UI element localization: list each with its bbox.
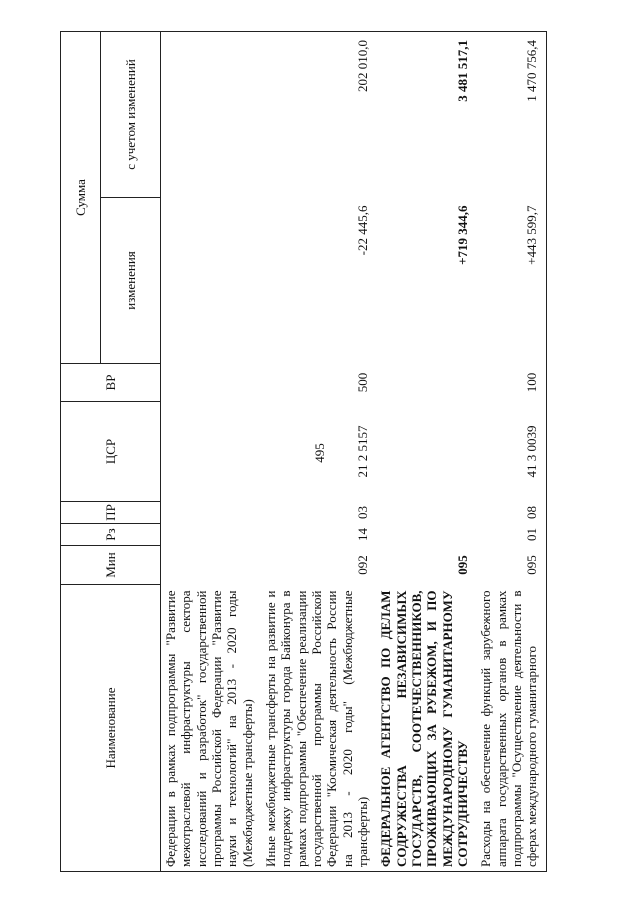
header-rz: Рз	[61, 524, 161, 546]
row-vr: 500	[354, 372, 370, 393]
budget-table	[60, 31, 547, 872]
rotated-document	[60, 32, 580, 872]
header-csr: ЦСР	[61, 402, 161, 502]
table-row	[161, 32, 261, 872]
row-name: Федерации в рамках подпрограммы "Развитие межотраслевой инфраструктуры сектора исследований и разработок" государственной программы Российской Федерации "Развитие науки и технологий" на 2013 - 2020 годы (Межбюджетные трансферты)	[161, 585, 261, 872]
row-csr: 41 3 0039	[476, 402, 546, 502]
row-pr	[161, 502, 261, 524]
table-row	[376, 32, 476, 872]
row-min: 092	[354, 555, 370, 575]
header-with-changes: с учетом изменений	[101, 32, 161, 198]
table-body	[161, 32, 547, 872]
header-vr: ВР	[61, 364, 161, 402]
row-total	[161, 32, 261, 198]
row-total: 3 481 517,1	[376, 32, 476, 198]
row-min	[161, 546, 261, 585]
row-pr	[376, 502, 476, 524]
table-header	[61, 32, 161, 872]
row-change: +443 599,7	[476, 198, 546, 364]
row-vr	[161, 364, 261, 402]
header-name: Наименование	[61, 585, 161, 872]
row-csr: 21 2 5157	[354, 425, 370, 478]
row-name: ФЕДЕРАЛЬНОЕ АГЕНТСТВО ПО ДЕЛАМ СОДРУЖЕСТВА НЕЗАВИСИМЫХ ГОСУДАРСТВ, СООТЕЧЕСТВЕННИКОВ, ПРОЖИВАЮЩИХ ЗА РУБЕЖОМ, И ПО МЕЖДУНАРОДНОМУ ГУМАНИТАРНОМУ СОТРУДНИЧЕСТВУ	[376, 585, 476, 872]
row-name: Иные межбюджетные трансферты на развитие и поддержку инфраструктуры города Байконура в рамках подпрограммы "Обеспечение реализации государственной программы Российской Федерации "Космическая деятельность России на 2013 - 2020 годы" (Межбюджетные трансферты)	[261, 585, 376, 872]
row-rz	[161, 524, 261, 546]
row-total: 202 010,0	[261, 32, 376, 198]
row-pr: 08	[476, 502, 546, 524]
row-pr: 03	[354, 506, 370, 519]
row-change: +719 344,6	[454, 205, 470, 265]
table-row	[476, 32, 546, 872]
row-min: 095	[476, 546, 546, 585]
header-pr: ПР	[61, 502, 161, 524]
row-csr	[376, 402, 476, 502]
row-min: 095	[454, 555, 470, 575]
row-vr	[376, 364, 476, 402]
row-name: Расходы на обеспечение функций зарубежного аппарата государственных органов в рамках подпрограммы "Осуществление деятельности в сферах международного гуманитарного	[476, 585, 546, 872]
header-sum: Сумма	[61, 32, 101, 364]
row-rz	[376, 524, 476, 546]
header-change: изменения	[101, 198, 161, 364]
row-rz: 01	[476, 524, 546, 546]
header-min: Мин	[61, 546, 161, 585]
page-number: 495	[312, 443, 327, 463]
row-rz: 14	[354, 528, 370, 541]
table-row	[261, 32, 376, 872]
row-csr	[161, 402, 261, 502]
row-change: -22 445,6	[354, 205, 370, 256]
row-change	[161, 198, 261, 364]
row-total: 1 470 756,4	[476, 32, 546, 198]
row-vr: 100	[476, 364, 546, 402]
